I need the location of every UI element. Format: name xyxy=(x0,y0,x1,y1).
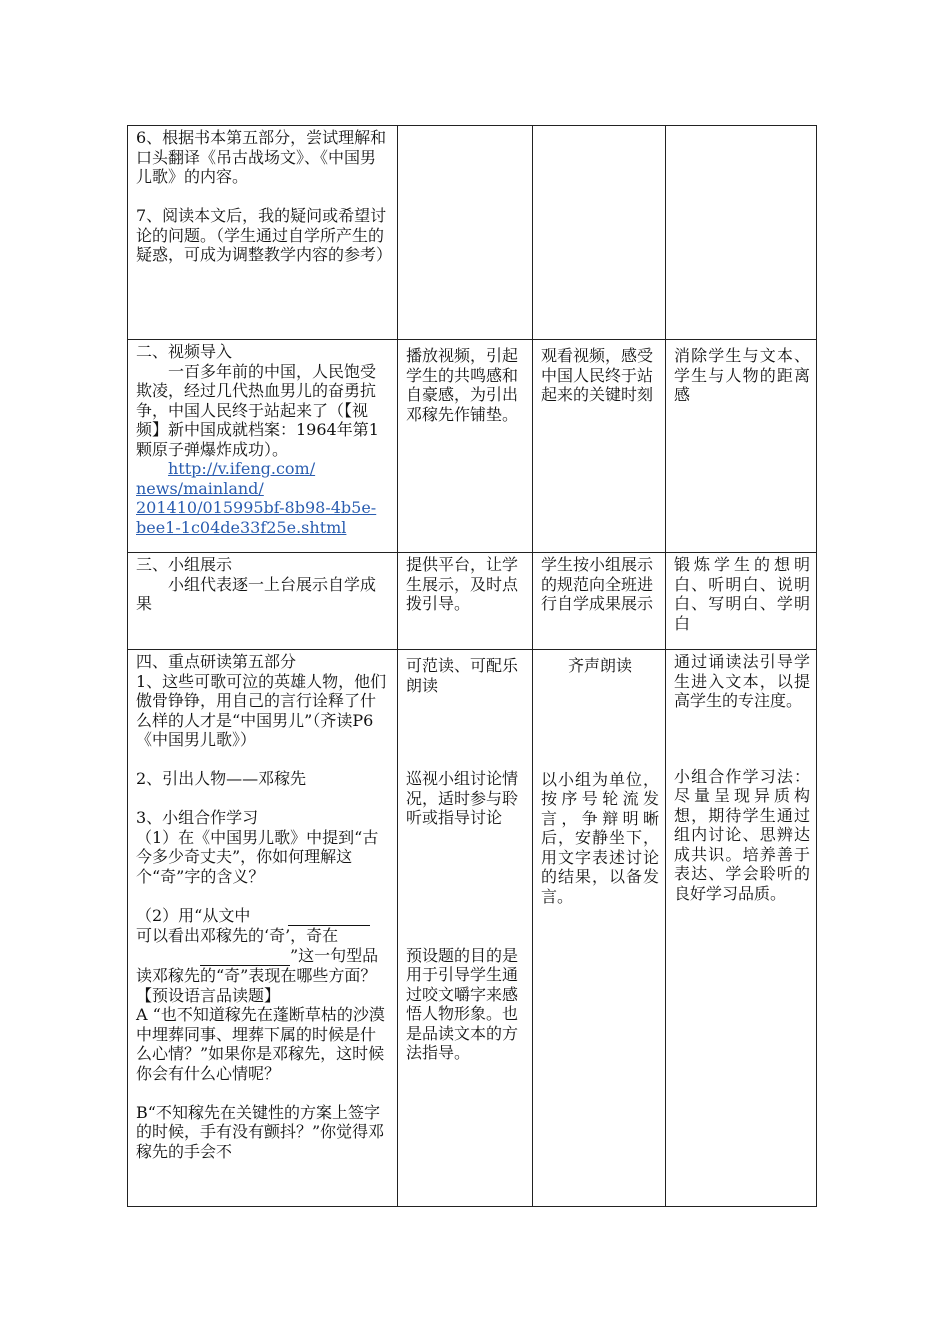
question-2-text xyxy=(136,906,391,927)
section-body: 一百多年前的中国，人民饱受欺凌，经过几代热血男儿的奋勇抗争，中国人民终于站起来了（【视频】新中国成就档案：1964年第1颗原子弹爆炸成功）。 xyxy=(136,361,379,459)
cell-teacher-activity xyxy=(398,553,533,650)
video-link-line: news/mainland/ xyxy=(136,478,264,498)
cell-student-activity xyxy=(533,553,666,650)
design-intent-text: 通过诵读法引导学生进入文本，以提高学生的专注度。 xyxy=(674,652,810,710)
design-intent-text: 锻炼学生的想明白、听明白、说明白、写明白、学明白 xyxy=(674,555,810,633)
cell-teacher-activity xyxy=(398,126,533,340)
design-intent-text: 消除学生与文本、学生与人物的距离感 xyxy=(674,346,810,404)
student-activity-text: 学生按小组展示的规范向全班进行自学成果展示 xyxy=(541,555,654,613)
cell-teacher-activity xyxy=(398,340,533,553)
teacher-activity-text: 巡视小组讨论情况，适时参与聆听或指导讨论 xyxy=(406,769,519,827)
item-1-text: 1、这些可歌可泣的英雄人物，他们傲骨铮铮，用自己的言行诠释了什么样的人才是“中国男儿”（齐读P6《中国男儿歌》） xyxy=(136,671,387,749)
lesson-plan-table xyxy=(127,125,817,1207)
table-row xyxy=(128,650,817,1207)
question-1-text: （1）在《中国男儿歌》中提到“古今多少奇丈夫”，你如何理解这个“奇”字的含义？ xyxy=(136,827,379,886)
question-2-cont xyxy=(136,926,391,946)
preset-b-text: B“不知稼先在关键性的方案上签字的时候，手有没有颤抖？”你觉得邓稼先的手会不 xyxy=(136,1102,385,1161)
preset-heading: 【预设语言品读题】 xyxy=(136,985,281,1005)
section-heading: 三、小组展示 xyxy=(136,555,233,574)
student-activity-text: 齐声朗读 xyxy=(567,656,632,675)
teacher-activity-text: 可范读、可配乐朗读 xyxy=(406,656,519,695)
question-2-part-c: ”这一句型品读邓稼先的“奇”表现在哪些方面？ xyxy=(136,945,379,985)
video-link-line: 201410/015995bf-8b98-4b5e- xyxy=(136,498,377,517)
cell-teaching-content xyxy=(128,126,398,340)
video-link-cont-3[interactable] xyxy=(136,518,346,537)
student-activity-text: 观看视频，感受中国人民终于站起来的关键时刻 xyxy=(541,346,654,404)
table-row xyxy=(128,126,817,340)
cell-student-activity xyxy=(533,340,666,553)
video-link-line: http://v.ifeng.com/ xyxy=(168,459,316,478)
cell-teaching-content xyxy=(128,553,398,650)
cell-teacher-activity xyxy=(398,650,533,1207)
cell-student-activity xyxy=(533,126,666,340)
cell-teaching-content xyxy=(128,340,398,553)
teacher-activity-text: 提供平台，让学生展示，及时点拨引导。 xyxy=(406,555,519,613)
teacher-activity-text: 播放视频，引起学生的共鸣感和自豪感，为引出邓稼先作铺垫。 xyxy=(406,346,519,424)
item-3-text: 3、小组合作学习 xyxy=(136,808,259,827)
cell-design-intent xyxy=(666,340,817,553)
table-row xyxy=(128,553,817,650)
question-2-part-a: （2）用“从文中 xyxy=(136,905,251,925)
teacher-activity-text: 预设题的目的是用于引导学生通过咬文嚼字来感悟人物形象。也是品读文本的方法指导。 xyxy=(406,945,519,1062)
question-2-part-b: 可以看出邓稼先的‘奇’，奇在 xyxy=(136,926,339,945)
task-7-text: 7、阅读本文后，我的疑问或希望讨论的问题。（学生通过自学所产生的疑惑，可成为调整教学内容的参考） xyxy=(136,206,393,264)
video-link[interactable] xyxy=(168,459,315,478)
question-2-cont-2 xyxy=(136,946,391,986)
section-heading: 二、视频导入 xyxy=(136,342,233,361)
item-2-text: 2、引出人物——邓稼先 xyxy=(136,769,307,788)
cell-teaching-content xyxy=(128,650,398,1207)
cell-design-intent xyxy=(666,553,817,650)
video-link-line: bee1-1c04de33f25e.shtml xyxy=(136,517,347,537)
preset-a-text: A “也不知道稼先在蓬断草枯的沙漠中埋葬同事、埋葬下属的时候是什么心情？”如果你是邓稼先，这时候你会有什么心情呢？ xyxy=(136,1005,385,1083)
cell-student-activity xyxy=(533,650,666,1207)
video-link-cont-1[interactable] xyxy=(136,479,264,498)
student-activity-text: 以小组为单位，按序号轮流发言，争辩明晰后，安静坐下，用文字表述讨论的结果，以备发言。 xyxy=(541,769,659,906)
video-link-cont-2[interactable] xyxy=(136,498,376,517)
blank-line xyxy=(200,946,290,967)
blank-line xyxy=(288,906,370,927)
design-intent-text: 小组合作学习法：尽量呈现异质构想，期待学生通过组内讨论、思辨达成共识。培养善于表达、学会聆听的良好学习品质。 xyxy=(674,766,810,903)
cell-design-intent xyxy=(666,126,817,340)
section-heading: 四、重点研读第五部分 xyxy=(136,652,297,671)
task-6-text: 6、根据书本第五部分，尝试理解和口头翻译《吊古战场文》、《中国男儿歌》的内容。 xyxy=(136,128,387,186)
cell-design-intent xyxy=(666,650,817,1207)
table-row xyxy=(128,340,817,553)
section-body: 小组代表逐一上台展示自学成果 xyxy=(136,574,377,613)
